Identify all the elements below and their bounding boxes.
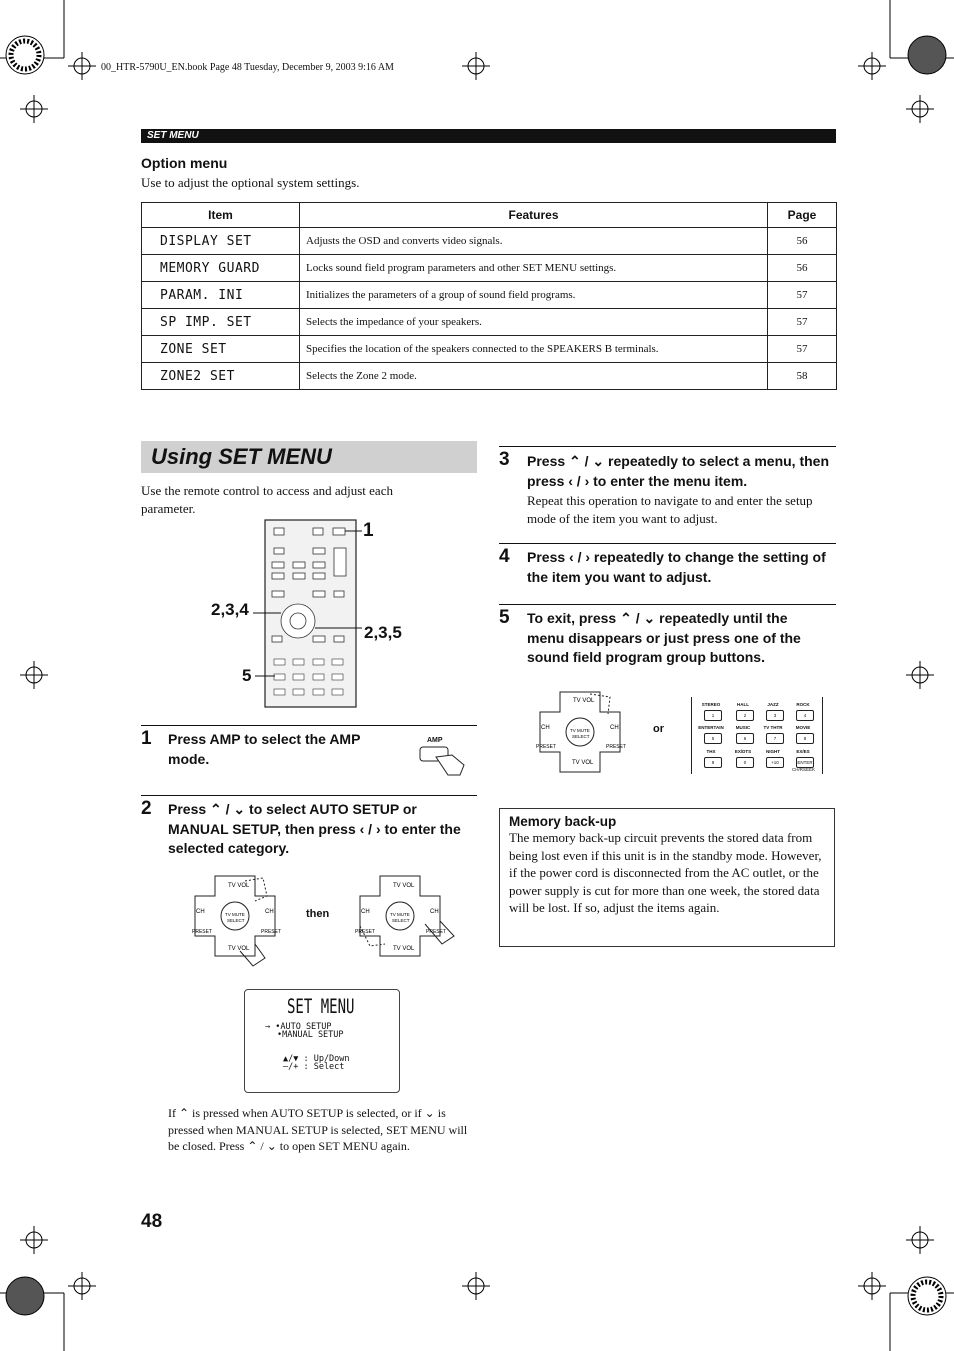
row-feature: Initializes the parameters of a group of sound field programs.: [300, 282, 768, 309]
keypad-label: STEREO: [701, 702, 721, 707]
keypad-bottom-label: CH/RSEEK: [792, 767, 816, 772]
memory-backup-title: Memory back-up: [509, 814, 617, 829]
tv-vol-top-label: TV VOL: [393, 883, 415, 889]
callout-5: 5: [242, 666, 252, 685]
row-page: 57: [768, 336, 837, 363]
step-2-rule: [141, 795, 477, 796]
row-feature: Locks sound field program parameters and other SET MENU settings.: [300, 255, 768, 282]
table-row: [142, 228, 837, 255]
preset-left-label: PRESET: [355, 929, 376, 935]
step-2-text: Press ⌃ / ⌄ to select AUTO SETUP or MANUAL SETUP, then press ‹ / › to enter the selected category.: [168, 801, 461, 856]
preset-right-label: PRESET: [606, 744, 627, 750]
tv-vol-bottom-label: TV VOL: [572, 760, 594, 766]
tv-vol-bottom-label: TV VOL: [228, 946, 250, 952]
keypad-key[interactable]: 2: [736, 710, 754, 721]
row-item: ZONE SET: [142, 336, 300, 363]
callout-2-3-4: 2,3,4: [211, 600, 249, 619]
memory-backup-text: The memory back-up circuit prevents the stored data from being lost even if this unit is in the standby mode. However, if the power cord is disconnected from the AC outlet, or the power supply is cut for more than one week, the stored data will be lost. If so, adjust the items again.: [509, 830, 822, 915]
row-page: 56: [768, 255, 837, 282]
step-4-text: Press ‹ / › repeatedly to change the setting of the item you want to adjust.: [527, 549, 826, 585]
table-row: [142, 363, 837, 390]
preset-right-label: PRESET: [426, 929, 447, 935]
keypad-key[interactable]: 9: [704, 757, 722, 768]
step-5-rule: [499, 604, 836, 605]
keypad-label: HALL: [737, 702, 749, 707]
row-page: 57: [768, 282, 837, 309]
table-row: [142, 282, 837, 309]
step-5-number: 5: [499, 607, 510, 628]
cursor-pad-right: [350, 866, 460, 976]
amp-label: AMP: [427, 737, 443, 744]
tv-mute-label: TV MUTE: [570, 728, 590, 733]
option-menu-title: Option menu: [141, 155, 228, 171]
keypad-key[interactable]: 3: [766, 710, 784, 721]
step-1-rule: [141, 725, 477, 726]
section-title: Using SET MENU: [141, 441, 477, 473]
memory-backup-box: [499, 808, 835, 947]
file-info: 00_HTR-5790U_EN.book Page 48 Tuesday, December 9, 2003 9:16 AM: [101, 62, 394, 73]
select-label: SELECT: [572, 734, 590, 739]
select-label: SELECT: [392, 918, 410, 923]
osd-screen: [244, 989, 400, 1093]
row-item: MEMORY GUARD: [142, 255, 300, 282]
preset-right-label: PRESET: [261, 929, 282, 935]
step-5-text: To exit, press ⌃ / ⌄ repeatedly until the menu disappears or just press one of the sound field program group buttons.: [527, 610, 801, 665]
keypad-key[interactable]: 6: [736, 733, 754, 744]
osd-title: SET MENU: [287, 996, 355, 1019]
preset-left-label: PRESET: [192, 929, 213, 935]
row-item: SP IMP. SET: [142, 309, 300, 336]
page-number: 48: [141, 1211, 163, 1232]
osd-line-1: → •AUTO SETUP: [265, 1022, 332, 1032]
select-label: SELECT: [227, 918, 245, 923]
step-3-text: Press ⌃ / ⌄ repeatedly to select a menu, then press ‹ / › to enter the menu item.: [527, 453, 830, 489]
keypad-label: EX/ES: [796, 749, 810, 754]
step-3-subtext: Repeat this operation to navigate to and enter the setup mode of the item you want to adjust.: [527, 493, 813, 526]
step-3-number: 3: [499, 449, 510, 470]
osd-line-3: ▲/▼ : Up/Down: [283, 1054, 350, 1064]
section-header: SET MENU: [141, 129, 836, 143]
keypad-key[interactable]: 5: [704, 733, 722, 744]
row-feature: Selects the impedance of your speakers.: [300, 309, 768, 336]
row-page: 57: [768, 309, 837, 336]
step-4-rule: [499, 543, 836, 544]
row-page: 56: [768, 228, 837, 255]
preset-left-label: PRESET: [536, 744, 557, 750]
step-2-note: If ⌃ is pressed when AUTO SETUP is selected, or if ⌄ is pressed when MANUAL SETUP is selected, SET MENU will be closed. Press ⌃ / ⌄ to open SET MENU again.: [168, 1106, 468, 1153]
row-feature: Selects the Zone 2 mode.: [300, 363, 768, 390]
tv-mute-label: TV MUTE: [390, 912, 410, 917]
option-menu-table: [141, 202, 837, 390]
keypad-key[interactable]: 7: [766, 733, 784, 744]
tv-vol-top-label: TV VOL: [573, 698, 595, 704]
or-label: or: [653, 723, 664, 735]
table-header-row: [142, 203, 837, 228]
callout-2-3-5: 2,3,5: [364, 623, 402, 642]
callout-1: 1: [363, 520, 374, 541]
row-feature: Adjusts the OSD and converts video signals.: [300, 228, 768, 255]
row-item: DISPLAY SET: [142, 228, 300, 255]
option-menu-description: Use to adjust the optional system settings.: [141, 175, 360, 190]
header-item: Item: [142, 203, 300, 228]
keypad-key[interactable]: ENTER: [796, 757, 814, 768]
keypad-key[interactable]: 8: [796, 733, 814, 744]
keypad-key[interactable]: 1: [704, 710, 722, 721]
amp-button-press-icon: [418, 745, 468, 780]
row-feature: Specifies the location of the speakers connected to the SPEAKERS B terminals.: [300, 336, 768, 363]
keypad-key[interactable]: 0: [736, 757, 754, 768]
keypad-label: NIGHT: [766, 749, 780, 754]
ch-right-label: CH: [265, 909, 274, 915]
table-row: [142, 255, 837, 282]
step-1-text: Press AMP to select the AMP mode.: [168, 731, 361, 767]
keypad-label: JAZZ: [767, 702, 779, 707]
keypad-key[interactable]: +10: [766, 757, 784, 768]
row-item: PARAM. INI: [142, 282, 300, 309]
header-page: Page: [768, 203, 837, 228]
keypad-key[interactable]: 4: [796, 710, 814, 721]
cursor-pad-left: [185, 866, 285, 976]
osd-line-2: •MANUAL SETUP: [277, 1030, 344, 1040]
table-row: [142, 336, 837, 363]
step-4-number: 4: [499, 546, 510, 567]
header-features: Features: [300, 203, 768, 228]
table-row: [142, 309, 837, 336]
keypad-label: ROCK: [796, 702, 810, 707]
osd-line-4: –/+ : Select: [283, 1062, 345, 1072]
cursor-pad-step5: [530, 682, 630, 782]
then-label: then: [306, 908, 330, 920]
step-2-number: 2: [141, 798, 152, 819]
keypad-label: MUSIC: [735, 725, 751, 730]
keypad-label: THX: [706, 749, 716, 754]
keypad-label: MOVIE: [795, 725, 811, 730]
tv-mute-label: TV MUTE: [225, 912, 245, 917]
ch-right-label: CH: [610, 725, 619, 731]
tv-vol-top-label: TV VOL: [228, 883, 250, 889]
row-page: 58: [768, 363, 837, 390]
keypad-label: EX/DTS: [734, 749, 752, 754]
step-3-rule: [499, 446, 836, 447]
ch-left-label: CH: [361, 909, 370, 915]
keypad: [691, 697, 823, 774]
intro-text: Use the remote control to access and adjust each parameter.: [141, 483, 393, 516]
ch-right-label: CH: [430, 909, 439, 915]
tv-vol-bottom-label: TV VOL: [393, 946, 415, 952]
ch-left-label: CH: [196, 909, 205, 915]
ch-left-label: CH: [541, 725, 550, 731]
keypad-label: ENTERTAIN: [698, 725, 724, 730]
keypad-label: TV THTR: [763, 725, 783, 730]
step-1-number: 1: [141, 728, 152, 749]
row-item: ZONE2 SET: [142, 363, 300, 390]
